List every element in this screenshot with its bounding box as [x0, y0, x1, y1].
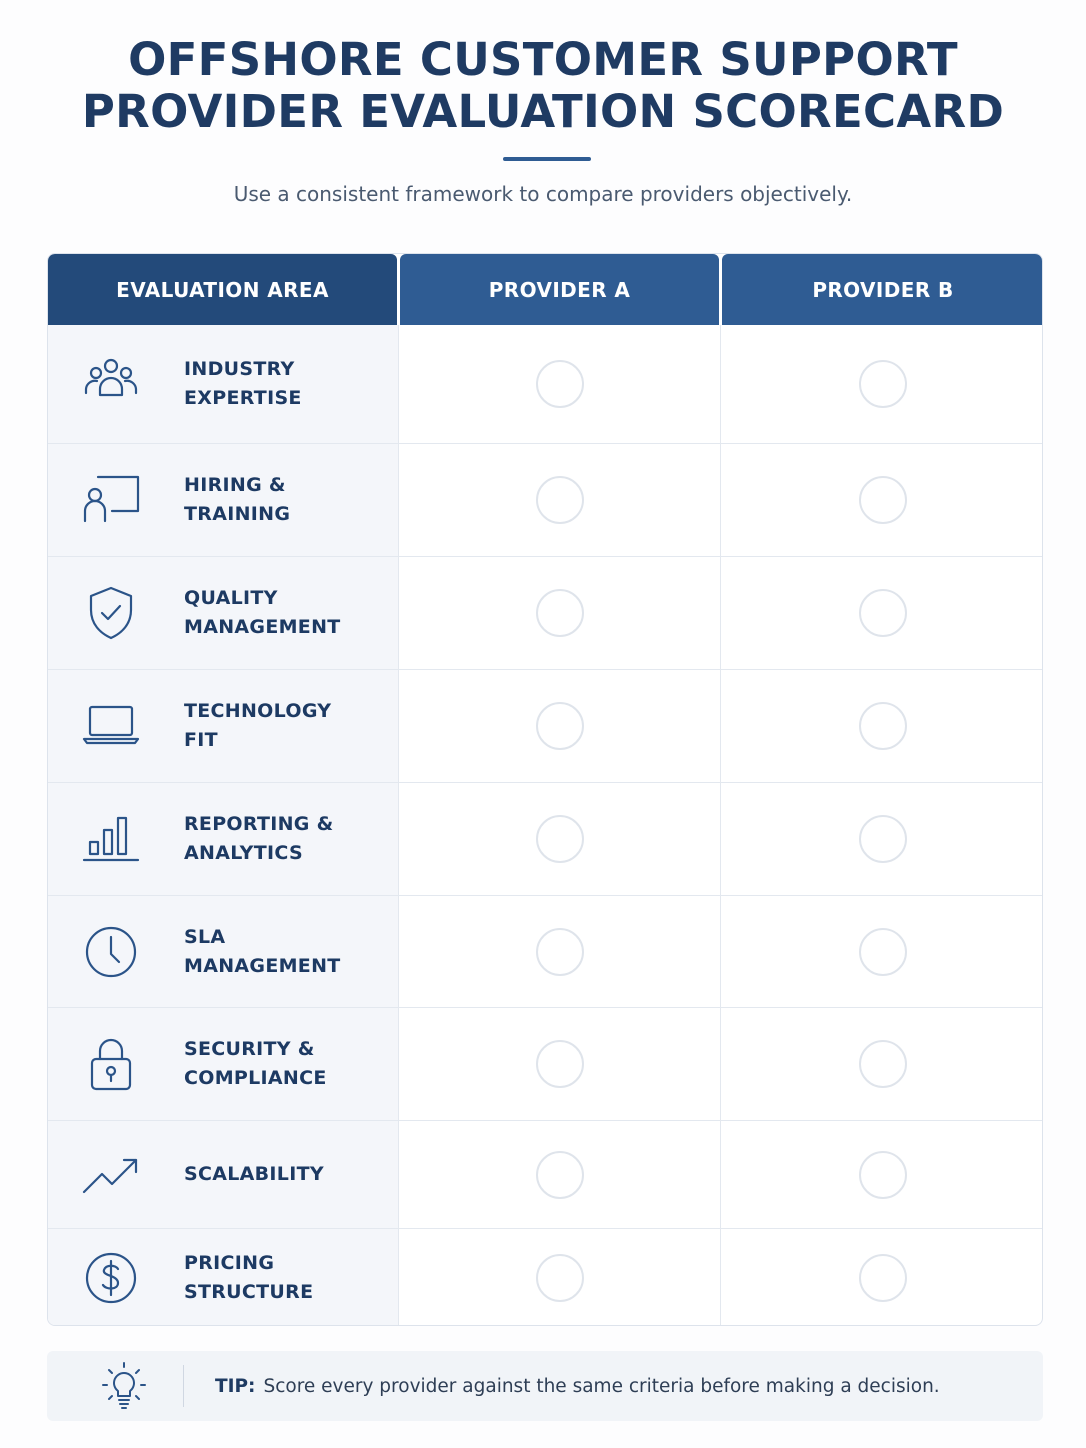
provider-a-score-circle[interactable] [536, 476, 584, 524]
provider-b-score-circle[interactable] [859, 1040, 907, 1088]
trend-up-icon [78, 1142, 144, 1208]
evaluation-area-cell [48, 1229, 399, 1326]
evaluation-area-cell [48, 557, 399, 669]
clock-icon [78, 919, 144, 985]
provider-b-score-cell [721, 783, 1043, 895]
column-header-provider-a: PROVIDER A [400, 254, 719, 325]
provider-a-score-cell [399, 325, 721, 443]
provider-b-score-cell [721, 557, 1043, 669]
team-icon [78, 351, 144, 417]
evaluation-area-label: TECHNOLOGY FIT [184, 700, 332, 751]
evaluation-area-label: PRICING STRUCTURE [184, 1252, 314, 1303]
trainer-icon [78, 467, 144, 533]
title-underline [503, 157, 591, 161]
evaluation-area-label: REPORTING & ANALYTICS [184, 813, 334, 864]
table-row [48, 556, 1043, 669]
evaluation-area-label: INDUSTRY EXPERTISE [184, 358, 302, 409]
title-line-1: OFFSHORE CUSTOMER SUPPORT [128, 33, 958, 86]
column-header-evaluation-area: EVALUATION AREA [48, 254, 397, 325]
provider-b-score-cell [721, 444, 1043, 556]
provider-a-score-circle[interactable] [536, 815, 584, 863]
evaluation-area-cell [48, 325, 399, 443]
evaluation-area-cell [48, 1008, 399, 1120]
evaluation-area-cell [48, 444, 399, 556]
table-row [48, 1007, 1043, 1120]
page-title [0, 34, 1086, 138]
laptop-icon [78, 693, 144, 759]
tip-body: Score every provider against the same criteria before making a decision. [263, 1375, 940, 1397]
table-row [48, 782, 1043, 895]
provider-b-score-circle[interactable] [859, 476, 907, 524]
table-row [48, 325, 1043, 443]
bar-chart-icon [78, 806, 144, 872]
provider-b-score-circle[interactable] [859, 360, 907, 408]
provider-a-score-circle[interactable] [536, 1040, 584, 1088]
shield-check-icon [78, 580, 144, 646]
column-header-provider-b: PROVIDER B [722, 254, 1043, 325]
provider-a-score-cell [399, 444, 721, 556]
tip-label: TIP: [215, 1375, 256, 1397]
provider-b-score-cell [721, 325, 1043, 443]
evaluation-area-label: SCALABILITY [184, 1163, 324, 1185]
provider-b-score-circle[interactable] [859, 1254, 907, 1302]
provider-b-score-cell [721, 1121, 1043, 1228]
dollar-icon [78, 1245, 144, 1311]
provider-a-score-circle[interactable] [536, 928, 584, 976]
table-row [48, 443, 1043, 556]
lock-icon [78, 1031, 144, 1097]
provider-b-score-cell [721, 670, 1043, 782]
provider-b-score-cell [721, 1229, 1043, 1326]
provider-a-score-cell [399, 557, 721, 669]
provider-a-score-circle[interactable] [536, 589, 584, 637]
provider-b-score-circle[interactable] [859, 928, 907, 976]
provider-a-score-circle[interactable] [536, 1151, 584, 1199]
tip-text [215, 1351, 940, 1421]
scorecard-table [47, 253, 1043, 1326]
evaluation-area-label: HIRING & TRAINING [184, 474, 291, 525]
provider-a-score-circle[interactable] [536, 702, 584, 750]
lightbulb-icon [97, 1359, 151, 1413]
evaluation-area-cell [48, 670, 399, 782]
provider-b-score-circle[interactable] [859, 815, 907, 863]
evaluation-area-label: SECURITY & COMPLIANCE [184, 1038, 327, 1089]
tip-divider [183, 1365, 184, 1407]
provider-b-score-circle[interactable] [859, 1151, 907, 1199]
table-header [48, 254, 1043, 325]
table-row [48, 895, 1043, 1007]
evaluation-area-cell [48, 896, 399, 1007]
provider-b-score-circle[interactable] [859, 589, 907, 637]
provider-a-score-cell [399, 896, 721, 1007]
title-line-2: PROVIDER EVALUATION SCORECARD [81, 85, 1005, 138]
subtitle: Use a consistent framework to compare providers objectively. [233, 182, 853, 206]
table-row [48, 669, 1043, 782]
table-row [48, 1120, 1043, 1228]
evaluation-area-cell [48, 783, 399, 895]
provider-b-score-cell [721, 1008, 1043, 1120]
provider-b-score-circle[interactable] [859, 702, 907, 750]
tip-banner [47, 1351, 1043, 1421]
provider-a-score-cell [399, 1008, 721, 1120]
provider-a-score-cell [399, 1121, 721, 1228]
evaluation-area-cell [48, 1121, 399, 1228]
evaluation-area-label: SLA MANAGEMENT [184, 925, 341, 977]
provider-a-score-cell [399, 670, 721, 782]
table-row [48, 1228, 1043, 1326]
provider-a-score-cell [399, 1229, 721, 1326]
provider-a-score-circle[interactable] [536, 360, 584, 408]
provider-a-score-circle[interactable] [536, 1254, 584, 1302]
provider-a-score-cell [399, 783, 721, 895]
evaluation-area-label: QUALITY MANAGEMENT [184, 587, 341, 638]
provider-b-score-cell [721, 896, 1043, 1007]
